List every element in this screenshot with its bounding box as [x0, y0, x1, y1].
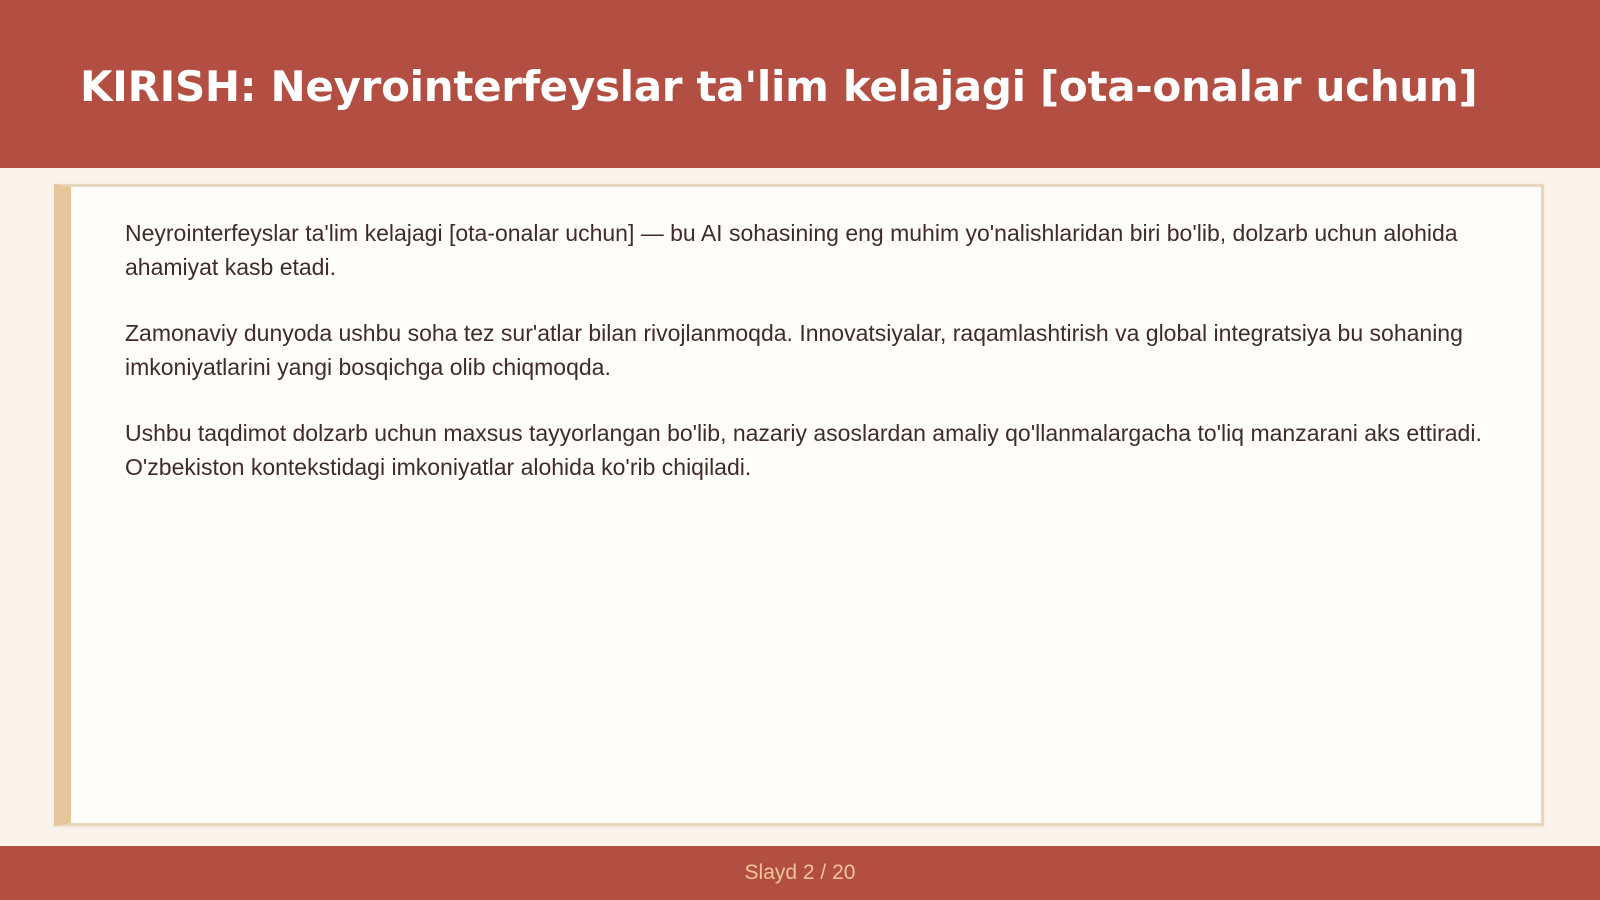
slide-header: [0, 0, 1600, 168]
paragraph-modern-world: Zamonaviy dunyoda ushbu soha tez sur'atlar bilan rivojlanmoqda. Innovatsiyalar, raqamlashtirish va global integratsiya bu sohaning imkoniyatlarini yangi bosqichga olib chiqmoqda.: [125, 320, 1463, 380]
content-card: [54, 184, 1544, 826]
paragraph-presentation-scope: Ushbu taqdimot dolzarb uchun maxsus tayyorlangan bo'lib, nazariy asoslardan amaliy qo'llanmalargacha to'liq manzarani aks ettiradi. O'zbekiston kontekstidagi imkoniyatlar alohida ko'rib chiqiladi.: [125, 420, 1482, 480]
slide-title: KIRISH: Neyrointerfeyslar ta'lim kelajagi [ota-onalar uchun]: [80, 62, 1478, 111]
slide-footer: [0, 846, 1600, 900]
slide-counter: Slayd 2 / 20: [744, 861, 856, 884]
paragraph-intro: Neyrointerfeyslar ta'lim kelajagi [ota-onalar uchun] — bu AI sohasining eng muhim yo'nalishlaridan biri bo'lib, dolzarb uchun alohida ahamiyat kasb etadi.: [125, 220, 1458, 280]
